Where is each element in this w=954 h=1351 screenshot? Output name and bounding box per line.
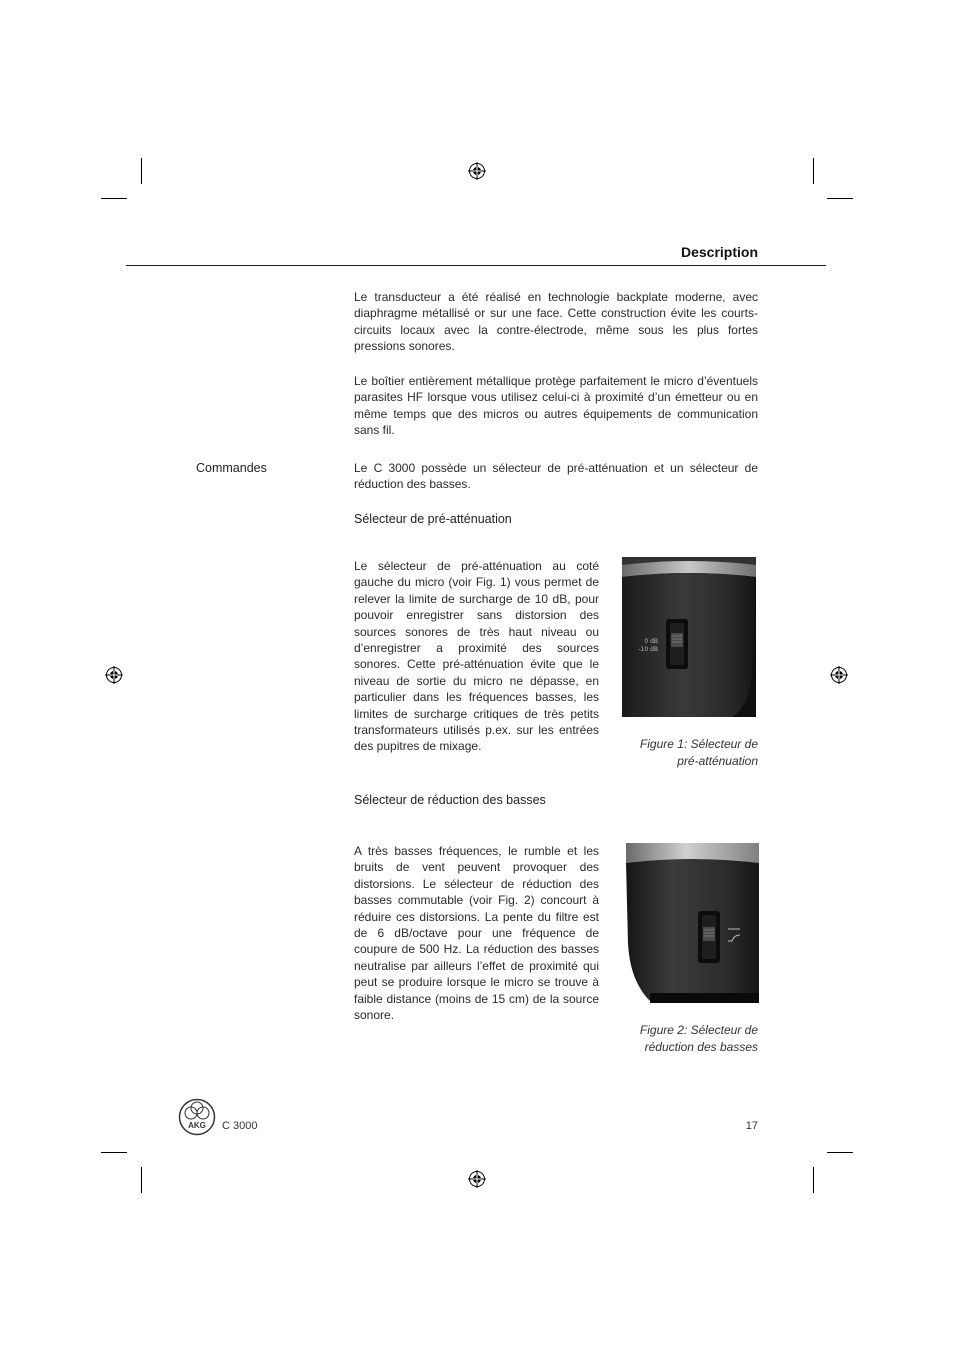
crop-mark <box>813 1167 814 1193</box>
footer-model: C 3000 <box>222 1120 258 1132</box>
figure-2-photo <box>622 843 759 1003</box>
subhead-bass-cut: Sélecteur de réduction des basses <box>354 793 546 807</box>
crop-mark <box>827 198 853 199</box>
side-label-commandes: Commandes <box>196 461 267 475</box>
crop-mark <box>813 158 814 184</box>
registration-mark-icon <box>105 666 123 684</box>
figure-1-caption <box>598 736 758 769</box>
caption-line: réduction des basses <box>644 1039 758 1054</box>
switch-label-0db: 0 dB <box>644 638 658 645</box>
registration-mark-icon <box>468 1170 486 1188</box>
paragraph-pre-attenuation: Le sélecteur de pré-atténuation au coté gauche du micro (voir Fig. 1) vous permet de relever la limite de surcharge de 10 dB, pour pouvoir enregistrer sans distorsion des sources sonores de très haut niveau ou d’enregistrer a proximité des sources sonores. Cette pré-atténuation évite que le niveau de sortie du micro ne dépasse, en particulier dans les fréquences basses, les limites de surcharge critiques de très petits transformateurs utilisés p.ex. sur les entrées des pupitres de mixage. <box>354 559 599 754</box>
section-title: Description <box>680 244 758 260</box>
crop-mark <box>141 158 142 184</box>
page-number: 17 <box>745 1120 758 1132</box>
registration-mark-icon <box>468 162 486 180</box>
paragraph-backplate: Le transducteur a été réalisé en technologie backplate moderne, avec diaphragme métallisé or sur une face. Cette construction évite les courts-circuits locaux avec la contre-électrode, même sous les plus fortes pressions sonores. <box>354 290 758 354</box>
caption-line: pré-atténuation <box>677 753 758 768</box>
switch-label-10db: -10 dB <box>638 646 658 653</box>
caption-line: Figure 2: Sélecteur de <box>639 1023 758 1037</box>
subhead-pre-attenuation: Sélecteur de pré-atténuation <box>354 512 512 526</box>
header-rule <box>126 265 826 266</box>
crop-mark <box>101 1152 127 1153</box>
figure-1-photo <box>622 557 756 717</box>
akg-logo-icon <box>178 1098 216 1136</box>
paragraph-bass-cut: A très basses fréquences, le rumble et les bruits de vent peuvent provoquer des distorsions. Le sélecteur de réduction des basses commutable (voir Fig. 2) concourt à réduire ces distorsions. La pente du filtre est de 6 dB/octave pour une fréquence de coupure de 500 Hz. La réduction des basses neutralise par ailleurs l’effet de proximité qui peut se produire lorsque le micro se trouve à faible distance (moins de 15 cm) de la source sonore. <box>354 844 599 1023</box>
figure-2-caption <box>598 1022 758 1055</box>
paragraph-housing: Le boîtier entièrement métallique protège parfaitement le micro d’éventuels parasites HF lorsque vous utilisez celui-ci à proximité d’un émetteur ou en même temps que des micros ou autres équipements de communication sans fil. <box>354 374 758 438</box>
caption-line: Figure 1: Sélecteur de <box>639 737 758 751</box>
svg-text:AKG: AKG <box>188 1121 206 1130</box>
crop-mark <box>827 1152 853 1153</box>
paragraph-controls: Le C 3000 possède un sélecteur de pré-atténuation et un sélecteur de réduction des basses. <box>354 461 758 492</box>
crop-mark <box>101 198 127 199</box>
crop-mark <box>141 1167 142 1193</box>
registration-mark-icon <box>830 666 848 684</box>
